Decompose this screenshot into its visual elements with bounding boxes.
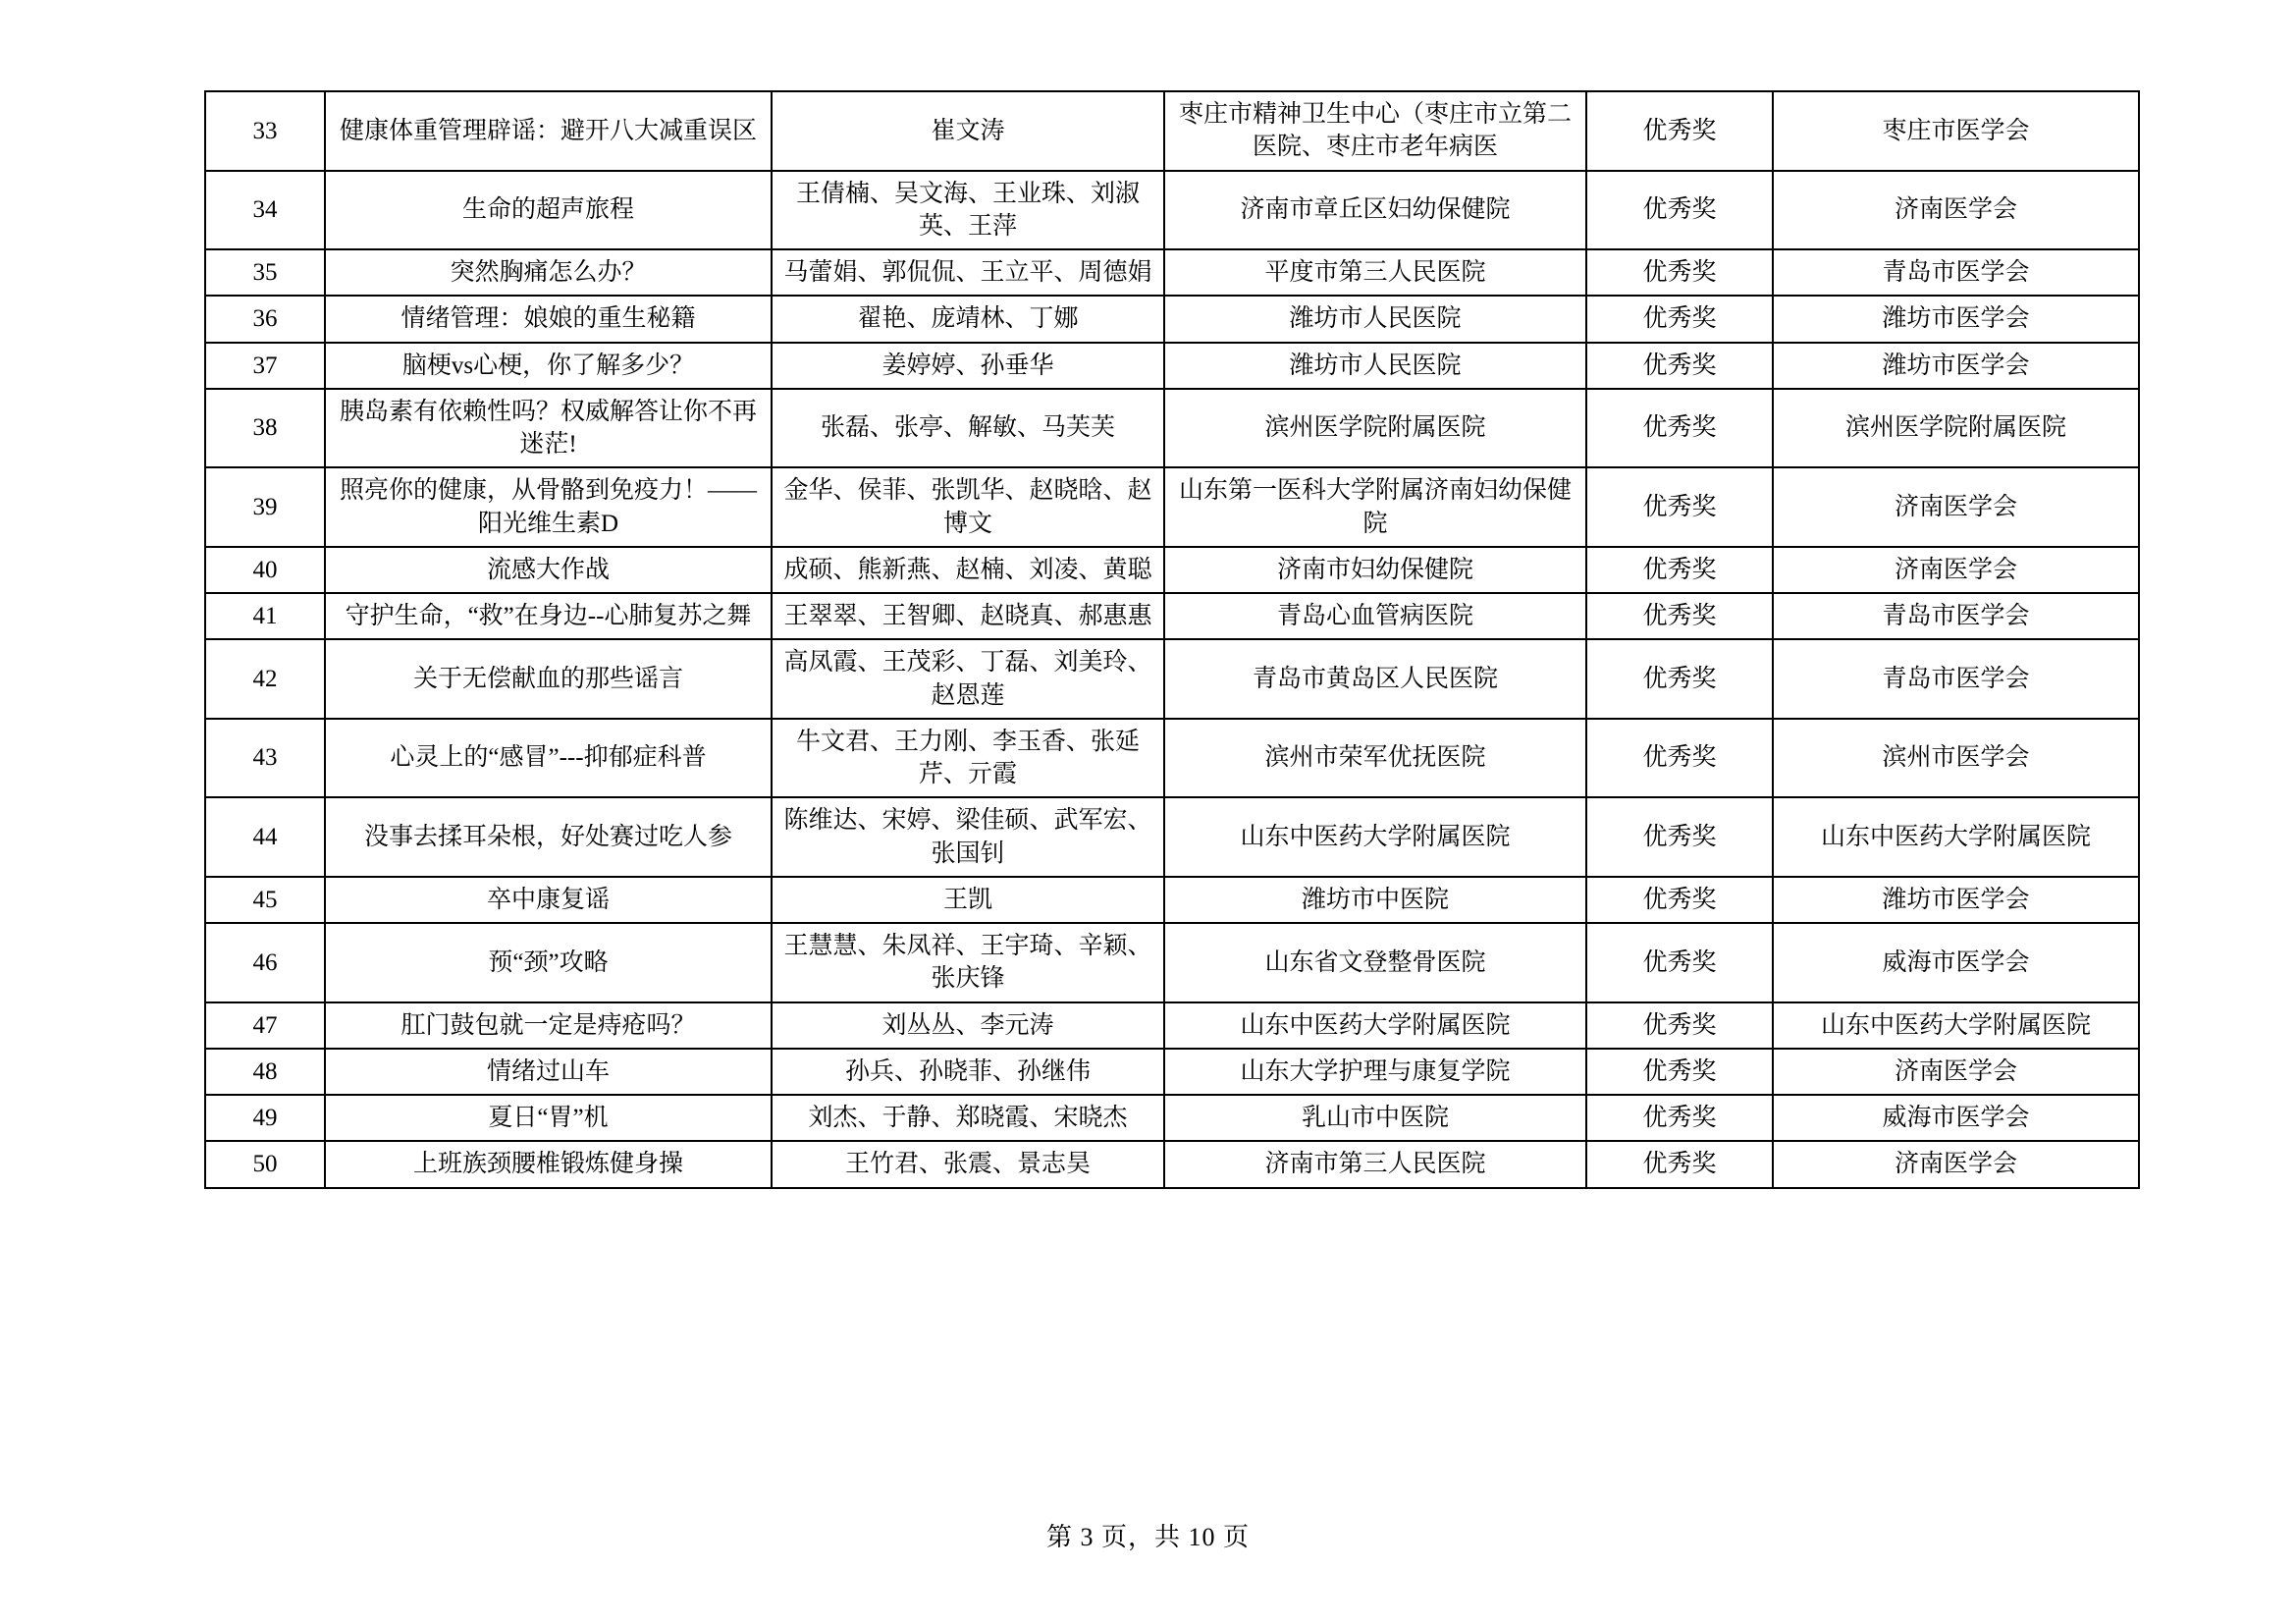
cell-award: 优秀奖 bbox=[1586, 593, 1773, 639]
table-row bbox=[205, 171, 2139, 250]
cell-title: 卒中康复谣 bbox=[325, 877, 772, 923]
cell-author: 金华、侯菲、张凯华、赵晓晗、赵博文 bbox=[772, 467, 1164, 547]
cell-recommender: 潍坊市医学会 bbox=[1773, 296, 2139, 342]
cell-org: 山东第一医科大学附属济南妇幼保健院 bbox=[1164, 467, 1586, 547]
table-row bbox=[205, 547, 2139, 593]
cell-author: 崔文涛 bbox=[772, 91, 1164, 171]
cell-org: 山东中医药大学附属医院 bbox=[1164, 797, 1586, 877]
cell-recommender: 济南医学会 bbox=[1773, 1141, 2139, 1187]
cell-title: 生命的超声旅程 bbox=[325, 171, 772, 250]
cell-author: 陈维达、宋婷、梁佳硕、武军宏、张国钊 bbox=[772, 797, 1164, 877]
cell-award: 优秀奖 bbox=[1586, 467, 1773, 547]
cell-no: 50 bbox=[205, 1141, 325, 1187]
cell-author: 姜婷婷、孙垂华 bbox=[772, 343, 1164, 389]
page-footer: 第 3 页，共 10 页 bbox=[1045, 1523, 1250, 1551]
cell-title: 守护生命，“救”在身边--心肺复苏之舞 bbox=[325, 593, 772, 639]
cell-recommender: 威海市医学会 bbox=[1773, 923, 2139, 1002]
cell-no: 40 bbox=[205, 547, 325, 593]
table-row bbox=[205, 389, 2139, 468]
cell-recommender: 潍坊市医学会 bbox=[1773, 877, 2139, 923]
cell-no: 38 bbox=[205, 389, 325, 468]
cell-recommender: 滨州医学院附属医院 bbox=[1773, 389, 2139, 468]
cell-award: 优秀奖 bbox=[1586, 249, 1773, 296]
cell-no: 48 bbox=[205, 1049, 325, 1095]
table-row bbox=[205, 467, 2139, 547]
cell-title: 胰岛素有依赖性吗？权威解答让你不再迷茫! bbox=[325, 389, 772, 468]
cell-recommender: 济南医学会 bbox=[1773, 467, 2139, 547]
cell-recommender: 威海市医学会 bbox=[1773, 1095, 2139, 1141]
cell-org: 山东大学护理与康复学院 bbox=[1164, 1049, 1586, 1095]
cell-title: 脑梗vs心梗，你了解多少？ bbox=[325, 343, 772, 389]
cell-recommender: 山东中医药大学附属医院 bbox=[1773, 797, 2139, 877]
cell-no: 42 bbox=[205, 639, 325, 719]
cell-author: 王竹君、张震、景志昊 bbox=[772, 1141, 1164, 1187]
cell-award: 优秀奖 bbox=[1586, 877, 1773, 923]
cell-recommender: 滨州市医学会 bbox=[1773, 719, 2139, 798]
cell-no: 33 bbox=[205, 91, 325, 171]
table-row bbox=[205, 1002, 2139, 1049]
cell-author: 刘丛丛、李元涛 bbox=[772, 1002, 1164, 1049]
cell-title: 夏日“胃”机 bbox=[325, 1095, 772, 1141]
cell-title: 突然胸痛怎么办？ bbox=[325, 249, 772, 296]
cell-award: 优秀奖 bbox=[1586, 1002, 1773, 1049]
cell-award: 优秀奖 bbox=[1586, 1141, 1773, 1187]
cell-author: 成硕、熊新燕、赵楠、刘凌、黄聪 bbox=[772, 547, 1164, 593]
cell-title: 流感大作战 bbox=[325, 547, 772, 593]
cell-author: 马蕾娟、郭侃侃、王立平、周德娟 bbox=[772, 249, 1164, 296]
cell-org: 平度市第三人民医院 bbox=[1164, 249, 1586, 296]
cell-recommender: 青岛市医学会 bbox=[1773, 593, 2139, 639]
cell-award: 优秀奖 bbox=[1586, 91, 1773, 171]
cell-recommender: 青岛市医学会 bbox=[1773, 639, 2139, 719]
cell-org: 潍坊市人民医院 bbox=[1164, 343, 1586, 389]
cell-title: 心灵上的“感冒”---抑郁症科普 bbox=[325, 719, 772, 798]
cell-author: 王凯 bbox=[772, 877, 1164, 923]
cell-title: 肛门鼓包就一定是痔疮吗？ bbox=[325, 1002, 772, 1049]
cell-author: 王倩楠、吴文海、王业珠、刘淑英、王萍 bbox=[772, 171, 1164, 250]
cell-award: 优秀奖 bbox=[1586, 171, 1773, 250]
cell-no: 44 bbox=[205, 797, 325, 877]
table-body bbox=[205, 91, 2139, 1188]
cell-title: 预“颈”攻略 bbox=[325, 923, 772, 1002]
cell-recommender: 枣庄市医学会 bbox=[1773, 91, 2139, 171]
cell-title: 照亮你的健康，从骨骼到免疫力！——阳光维生素D bbox=[325, 467, 772, 547]
cell-no: 46 bbox=[205, 923, 325, 1002]
table-row bbox=[205, 343, 2139, 389]
cell-award: 优秀奖 bbox=[1586, 923, 1773, 1002]
cell-author: 高凤霞、王茂彩、丁磊、刘美玲、赵恩莲 bbox=[772, 639, 1164, 719]
cell-author: 王翠翠、王智卿、赵晓真、郝惠惠 bbox=[772, 593, 1164, 639]
table-row bbox=[205, 719, 2139, 798]
table-row bbox=[205, 1141, 2139, 1187]
cell-no: 49 bbox=[205, 1095, 325, 1141]
cell-recommender: 济南医学会 bbox=[1773, 171, 2139, 250]
cell-org: 山东省文登整骨医院 bbox=[1164, 923, 1586, 1002]
cell-award: 优秀奖 bbox=[1586, 1049, 1773, 1095]
cell-title: 上班族颈腰椎锻炼健身操 bbox=[325, 1141, 772, 1187]
cell-title: 没事去揉耳朵根，好处赛过吃人参 bbox=[325, 797, 772, 877]
cell-no: 35 bbox=[205, 249, 325, 296]
table-row bbox=[205, 296, 2139, 342]
cell-author: 牛文君、王力刚、李玉香、张延芹、亓霞 bbox=[772, 719, 1164, 798]
cell-author: 刘杰、于静、郑晓霞、宋晓杰 bbox=[772, 1095, 1164, 1141]
cell-no: 39 bbox=[205, 467, 325, 547]
cell-title: 情绪过山车 bbox=[325, 1049, 772, 1095]
cell-author: 孙兵、孙晓菲、孙继伟 bbox=[772, 1049, 1164, 1095]
cell-org: 青岛市黄岛区人民医院 bbox=[1164, 639, 1586, 719]
cell-author: 翟艳、庞靖林、丁娜 bbox=[772, 296, 1164, 342]
table-row bbox=[205, 1049, 2139, 1095]
cell-no: 41 bbox=[205, 593, 325, 639]
cell-org: 潍坊市中医院 bbox=[1164, 877, 1586, 923]
cell-org: 济南市章丘区妇幼保健院 bbox=[1164, 171, 1586, 250]
cell-org: 山东中医药大学附属医院 bbox=[1164, 1002, 1586, 1049]
cell-title: 情绪管理：娘娘的重生秘籍 bbox=[325, 296, 772, 342]
cell-award: 优秀奖 bbox=[1586, 639, 1773, 719]
cell-no: 45 bbox=[205, 877, 325, 923]
cell-award: 优秀奖 bbox=[1586, 389, 1773, 468]
table-row bbox=[205, 923, 2139, 1002]
cell-award: 优秀奖 bbox=[1586, 296, 1773, 342]
cell-award: 优秀奖 bbox=[1586, 343, 1773, 389]
cell-org: 青岛心血管病医院 bbox=[1164, 593, 1586, 639]
table-row bbox=[205, 797, 2139, 877]
cell-no: 34 bbox=[205, 171, 325, 250]
cell-no: 37 bbox=[205, 343, 325, 389]
cell-no: 47 bbox=[205, 1002, 325, 1049]
cell-no: 43 bbox=[205, 719, 325, 798]
table-row bbox=[205, 1095, 2139, 1141]
cell-org: 乳山市中医院 bbox=[1164, 1095, 1586, 1141]
table-row bbox=[205, 249, 2139, 296]
cell-org: 滨州医学院附属医院 bbox=[1164, 389, 1586, 468]
cell-author: 张磊、张亭、解敏、马芙芙 bbox=[772, 389, 1164, 468]
cell-title: 健康体重管理辟谣：避开八大减重误区 bbox=[325, 91, 772, 171]
cell-org: 滨州市荣军优抚医院 bbox=[1164, 719, 1586, 798]
cell-recommender: 济南医学会 bbox=[1773, 1049, 2139, 1095]
cell-recommender: 山东中医药大学附属医院 bbox=[1773, 1002, 2139, 1049]
cell-org: 济南市第三人民医院 bbox=[1164, 1141, 1586, 1187]
cell-org: 济南市妇幼保健院 bbox=[1164, 547, 1586, 593]
cell-award: 优秀奖 bbox=[1586, 797, 1773, 877]
cell-recommender: 济南医学会 bbox=[1773, 547, 2139, 593]
cell-title: 关于无偿献血的那些谣言 bbox=[325, 639, 772, 719]
cell-recommender: 青岛市医学会 bbox=[1773, 249, 2139, 296]
cell-recommender: 潍坊市医学会 bbox=[1773, 343, 2139, 389]
cell-author: 王慧慧、朱凤祥、王宇琦、辛颖、张庆锋 bbox=[772, 923, 1164, 1002]
cell-award: 优秀奖 bbox=[1586, 547, 1773, 593]
cell-org: 潍坊市人民医院 bbox=[1164, 296, 1586, 342]
table-row bbox=[205, 91, 2139, 171]
table-row bbox=[205, 593, 2139, 639]
cell-award: 优秀奖 bbox=[1586, 1095, 1773, 1141]
award-list-table bbox=[204, 90, 2140, 1189]
cell-award: 优秀奖 bbox=[1586, 719, 1773, 798]
cell-org: 枣庄市精神卫生中心（枣庄市立第二医院、枣庄市老年病医 bbox=[1164, 91, 1586, 171]
cell-no: 36 bbox=[205, 296, 325, 342]
table-row bbox=[205, 639, 2139, 719]
table-row bbox=[205, 877, 2139, 923]
